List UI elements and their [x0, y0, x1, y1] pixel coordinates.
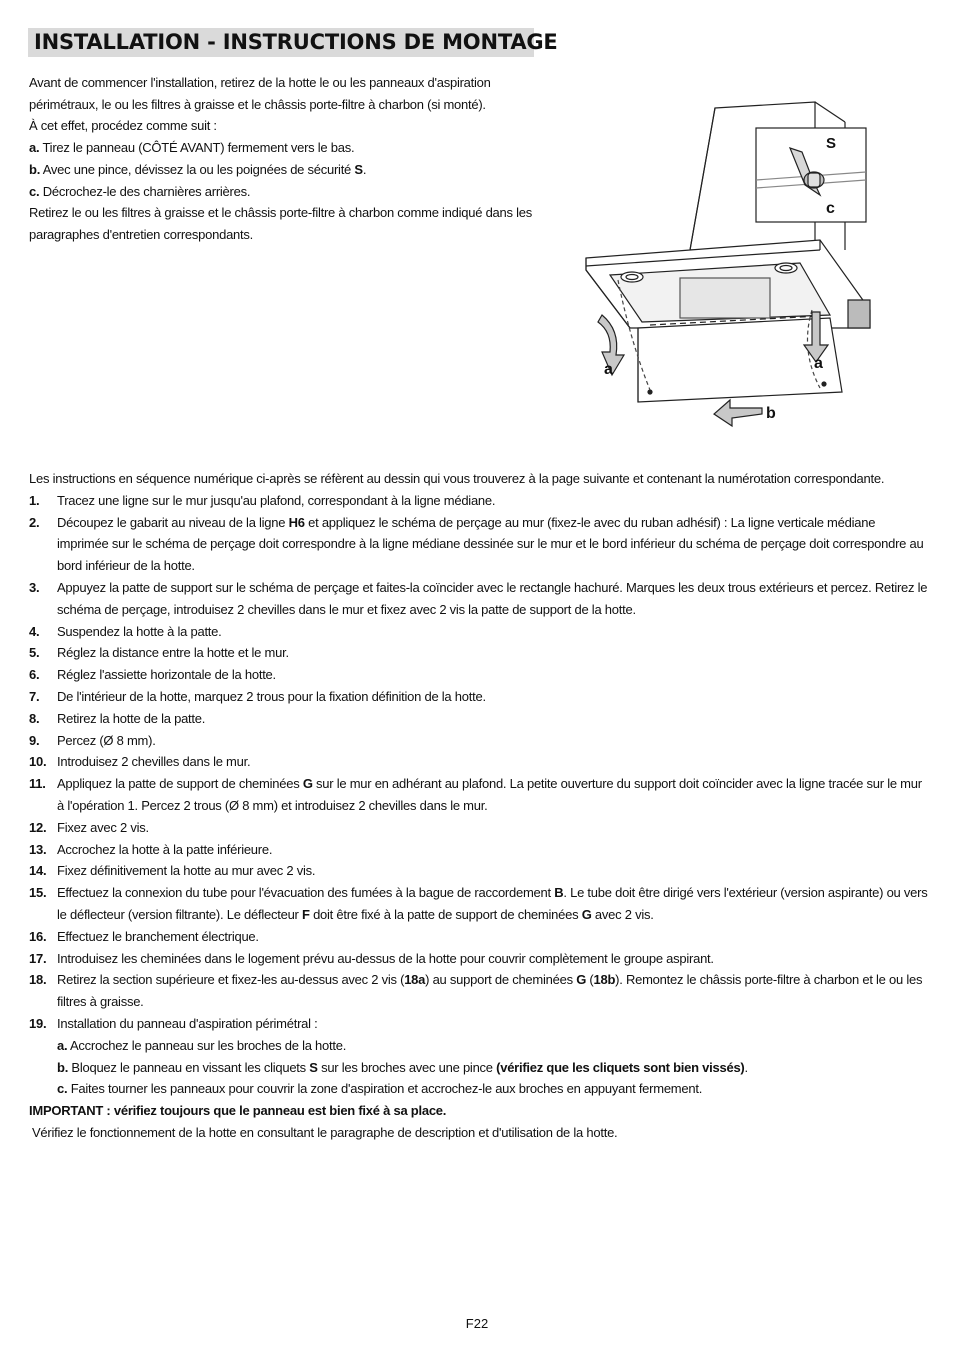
step-text: Décrochez-le des charnières arrières.	[39, 183, 251, 199]
bold-ref: F	[302, 906, 310, 922]
step-item	[29, 577, 929, 621]
step-text: Appliquez la patte de support de cheminées	[57, 776, 303, 792]
step-item	[29, 839, 929, 861]
instructions-section	[29, 468, 929, 1144]
step-text: (	[586, 972, 594, 988]
label-a-left: a	[604, 361, 613, 378]
step-text: .	[362, 161, 367, 177]
step-label: c.	[57, 1081, 68, 1097]
intro-line: Retirez le ou les filtres à graisse et le châssis porte-filtre à charbon comme indiqué dans les	[29, 205, 532, 221]
label-c: c	[826, 200, 835, 217]
label-b: b	[766, 405, 776, 422]
step-text: Appuyez la patte de support sur le schéma de perçage et faites-la coïncider avec le rectangle hachuré. Marques les deux trous extérieurs et percez. Retirez le schéma de perçage, introduisez 2 chevilles dans le mur et fixez avec 2 vis la patte de support de la hotte.	[57, 579, 928, 617]
intro-line: périmétraux, le ou les filtres à graisse et le châssis porte-filtre à charbon (si monté).	[29, 96, 486, 112]
step-text: Percez (Ø 8 mm).	[57, 732, 156, 748]
step-text: Découpez le gabarit au niveau de la ligne	[57, 514, 289, 530]
bold-ref: S	[354, 161, 363, 177]
step-text: Retirez la hotte de la patte.	[57, 710, 206, 726]
page-title: INSTALLATION - INSTRUCTIONS DE MONTAGE	[28, 28, 534, 57]
step-text: ). Remontez le châssis porte-filtre à charbon et le ou les filtres à graisse.	[57, 972, 923, 1010]
step-text: doit être fixé à la patte de support de cheminées	[309, 906, 582, 922]
intro-step-a	[29, 137, 549, 159]
step-text: et appliquez le schéma de perçage au mur (fixez-le avec du ruban adhésif) : La ligne verticale médiane imprimée sur le schéma de perçage doit correspondre à la ligne médiane dessinée sur le mur et le bord inférieur du schéma de perçage doit correspondre au bord inférieur de la hotte.	[57, 514, 924, 574]
step-text: Introduisez 2 chevilles dans le mur.	[57, 754, 251, 770]
step-item	[29, 882, 929, 926]
step-item	[29, 621, 929, 643]
bold-ref: B	[554, 885, 564, 901]
step-text: . Le tube doit être dirigé vers l'extérieur (version aspirante) ou vers le déflecteur (version filtrante). Le déflecteur	[57, 885, 928, 922]
step-item	[29, 490, 929, 512]
detail-inset	[756, 128, 866, 222]
step-text: Fixez avec 2 vis.	[57, 819, 149, 835]
step-number: 4.	[29, 623, 40, 639]
steps-intro: Les instructions en séquence numérique ci-après se réfèrent au dessin qui vous trouverez à la page suivante et contenant la numérotation correspondante.	[29, 471, 885, 486]
intro-step-c	[29, 181, 549, 203]
step-label: b.	[57, 1059, 69, 1075]
sub-step-b	[29, 1057, 929, 1079]
closing-note: Vérifiez le fonctionnement de la hotte en consultant le paragraphe de description et d'utilisation de la hotte.	[32, 1124, 618, 1140]
hood-diagram	[580, 100, 880, 440]
step-item	[29, 926, 929, 948]
step-number: 17.	[29, 950, 47, 966]
page-number: F22	[465, 1316, 489, 1331]
step-text: De l'intérieur de la hotte, marquez 2 trous pour la fixation définition de la hotte.	[57, 688, 486, 704]
label-a-right: a	[814, 355, 823, 372]
step-text: Fixez définitivement la hotte au mur avec 2 vis.	[57, 863, 316, 879]
step-text: Introduisez les cheminées dans le logement prévu au-dessus de la hotte pour couvrir complètement le groupe aspirant.	[57, 950, 714, 966]
step-text: Accrochez la hotte à la patte inférieure.	[57, 841, 273, 857]
step-item	[29, 642, 929, 664]
step-text: Installation du panneau d'aspiration périmétral :	[57, 1015, 318, 1031]
bold-ref: G	[576, 972, 587, 988]
bold-ref: 18a	[404, 972, 426, 988]
step-number: 19.	[29, 1015, 47, 1031]
step-item	[29, 860, 929, 882]
intro-line: À cet effet, procédez comme suit :	[29, 118, 217, 134]
step-text: Réglez l'assiette horizontale de la hotte.	[57, 667, 276, 683]
intro-line: paragraphes d'entretien correspondants.	[29, 226, 253, 242]
label-s: S	[826, 135, 837, 152]
step-number: 16.	[29, 928, 47, 944]
bold-note: (vérifiez que les cliquets sont bien vissés)	[496, 1059, 745, 1075]
step-text: Réglez la distance entre la hotte et le mur.	[57, 645, 289, 661]
step-number: 14.	[29, 863, 47, 879]
bold-ref: G	[581, 906, 592, 922]
step-label: a.	[57, 1037, 68, 1053]
step-text: sur les broches avec une pince	[317, 1059, 497, 1075]
step-number: 1.	[29, 492, 40, 508]
step-text: Suspendez la hotte à la patte.	[57, 623, 222, 639]
bold-ref: S	[309, 1059, 318, 1075]
step-number: 7.	[29, 688, 40, 704]
step-item	[29, 708, 929, 730]
step-text: Accrochez le panneau sur les broches de la hotte.	[67, 1037, 347, 1053]
intro-line: Avant de commencer l'installation, retirez de la hotte le ou les panneaux d'aspiration	[29, 75, 491, 90]
step-number: 5.	[29, 645, 40, 661]
step-item	[29, 664, 929, 686]
step-item	[29, 512, 929, 577]
step-number: 2.	[29, 514, 40, 530]
step-text: sur le mur en adhérant au plafond. La petite ouverture du support doit coïncider avec la ligne tracée sur le mur à l'opération 1. Percez 2 trous (Ø 8 mm) et introduisez 2 chevilles dans le mur.	[57, 776, 922, 813]
step-item	[29, 1013, 929, 1035]
bold-ref: 18b	[593, 972, 616, 988]
step-number: 11.	[29, 776, 46, 792]
step-item	[29, 730, 929, 752]
step-text: Avec une pince, dévissez la ou les poignées de sécurité	[40, 161, 355, 177]
step-text: Tracez une ligne sur le mur jusqu'au plafond, correspondant à la ligne médiane.	[57, 492, 496, 508]
step-number: 3.	[29, 579, 40, 595]
step-text: .	[744, 1059, 748, 1075]
step-text: avec 2 vis.	[591, 906, 654, 922]
step-number: 12.	[29, 819, 47, 835]
step-label: a.	[29, 140, 40, 156]
step-number: 10.	[29, 754, 47, 770]
bold-ref: H6	[288, 514, 305, 530]
step-number: 6.	[29, 667, 40, 683]
step-item	[29, 817, 929, 839]
step-number: 15.	[29, 885, 47, 901]
step-item	[29, 773, 929, 817]
step-label: b.	[29, 161, 41, 177]
step-text: Effectuez le branchement électrique.	[57, 928, 259, 944]
step-item	[29, 751, 929, 773]
important-note: IMPORTANT : vérifiez toujours que le panneau est bien fixé à sa place.	[29, 1103, 447, 1119]
step-text: Tirez le panneau (CÔTÉ AVANT) fermement vers le bas.	[39, 140, 355, 156]
sub-step-c	[29, 1078, 929, 1100]
step-label: c.	[29, 183, 40, 199]
step-number: 9.	[29, 732, 40, 748]
step-item	[29, 686, 929, 708]
step-number: 13.	[29, 841, 47, 857]
step-item	[29, 948, 929, 970]
sub-step-a	[29, 1035, 929, 1057]
step-text: Faites tourner les panneaux pour couvrir la zone d'aspiration et accrochez-le aux broches en appuyant fermement.	[67, 1081, 703, 1097]
step-number: 18.	[29, 972, 47, 988]
step-item	[29, 969, 929, 1013]
step-text: Retirez la section supérieure et fixez-les au-dessus avec 2 vis (	[57, 972, 405, 988]
step-number: 8.	[29, 710, 40, 726]
intro-step-b	[29, 159, 549, 181]
step-text: ) au support de cheminées	[425, 972, 577, 988]
step-text: Bloquez le panneau en vissant les cliquets	[68, 1059, 310, 1075]
intro-section	[29, 72, 549, 246]
bold-ref: G	[302, 776, 313, 792]
hood-body	[586, 240, 870, 328]
step-text: Effectuez la connexion du tube pour l'évacuation des fumées à la bague de raccordement	[57, 885, 555, 901]
